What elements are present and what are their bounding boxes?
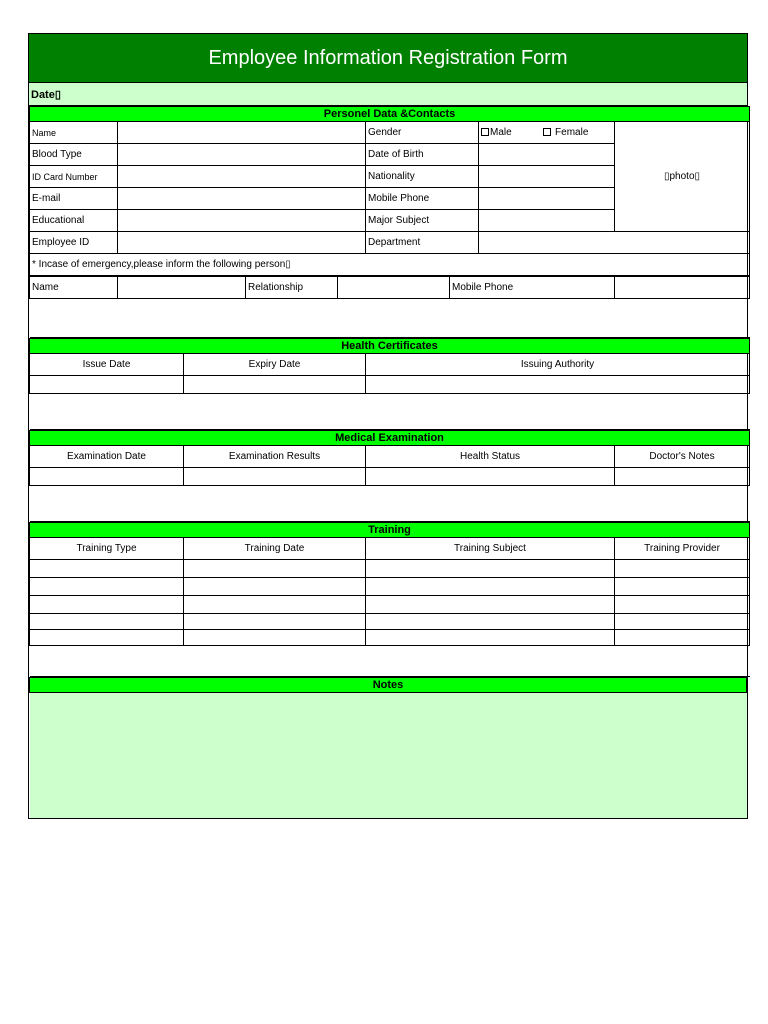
training-cell[interactable]: [30, 560, 184, 578]
em-mobile-input[interactable]: [615, 277, 750, 299]
major-label: Major Subject: [366, 210, 479, 232]
expiry-date-header: Expiry Date: [184, 354, 366, 376]
training-cell[interactable]: [615, 578, 750, 596]
training-provider-header: Training Provider: [615, 538, 750, 560]
em-relationship-input[interactable]: [338, 277, 450, 299]
training-cell[interactable]: [366, 630, 615, 646]
em-name-input[interactable]: [118, 277, 246, 299]
training-cell[interactable]: [184, 560, 366, 578]
em-relationship-label: Relationship: [246, 277, 338, 299]
name-input[interactable]: [118, 122, 366, 144]
medical-section-header: Medical Examination: [30, 431, 750, 446]
exam-date-input[interactable]: [30, 468, 184, 486]
exam-results-header: Examination Results: [184, 446, 366, 468]
id-card-label: ID Card Number: [30, 166, 118, 188]
table-row: [30, 578, 750, 596]
training-cell[interactable]: [366, 596, 615, 614]
issue-date-input[interactable]: [30, 376, 184, 394]
email-input[interactable]: [118, 188, 366, 210]
form-title: Employee Information Registration Form: [29, 34, 747, 82]
photo-label: photo: [669, 171, 695, 182]
training-cell[interactable]: [615, 630, 750, 646]
expiry-date-input[interactable]: [184, 376, 366, 394]
training-section-header: Training: [30, 523, 750, 538]
dob-label: Date of Birth: [366, 144, 479, 166]
training-cell[interactable]: [184, 630, 366, 646]
emergency-note: * Incase of emergency,please inform the following person▯: [30, 254, 750, 276]
table-row: [30, 596, 750, 614]
doctor-notes-header: Doctor's Notes: [615, 446, 750, 468]
medical-table: [29, 430, 750, 522]
spacer: [30, 299, 750, 338]
training-cell[interactable]: [615, 560, 750, 578]
date-field[interactable]: Date▯: [29, 83, 747, 106]
training-cell[interactable]: [615, 614, 750, 630]
spacer: [30, 394, 750, 430]
male-label: Male: [490, 127, 512, 138]
health-table: [29, 338, 750, 430]
date-label: Date: [31, 88, 55, 101]
training-cell[interactable]: [366, 614, 615, 630]
table-row: [30, 630, 750, 646]
personnel-table: [29, 106, 750, 276]
department-label: Department: [366, 232, 479, 254]
department-input[interactable]: [479, 232, 750, 254]
educational-input[interactable]: [118, 210, 366, 232]
health-status-input[interactable]: [366, 468, 615, 486]
notes-section-header: Notes: [30, 678, 747, 693]
training-cell[interactable]: [184, 578, 366, 596]
gender-options: [479, 122, 615, 144]
photo-box[interactable]: ▯photo▯: [615, 122, 750, 232]
nationality-label: Nationality: [366, 166, 479, 188]
emergency-note-text: * Incase of emergency,please inform the following person: [32, 259, 286, 270]
training-cell[interactable]: [366, 578, 615, 596]
blood-type-input[interactable]: [118, 144, 366, 166]
employee-id-input[interactable]: [118, 232, 366, 254]
training-type-header: Training Type: [30, 538, 184, 560]
training-date-header: Training Date: [184, 538, 366, 560]
issue-date-header: Issue Date: [30, 354, 184, 376]
dob-input[interactable]: [479, 144, 615, 166]
authority-input[interactable]: [366, 376, 750, 394]
training-cell[interactable]: [366, 560, 615, 578]
training-cell[interactable]: [30, 578, 184, 596]
training-cell[interactable]: [30, 596, 184, 614]
spacer: [30, 646, 750, 677]
training-subject-header: Training Subject: [366, 538, 615, 560]
email-label: E-mail: [30, 188, 118, 210]
major-input[interactable]: [479, 210, 615, 232]
employee-id-label: Employee ID: [30, 232, 118, 254]
spacer: [30, 486, 750, 522]
table-row: [30, 560, 750, 578]
exam-results-input[interactable]: [184, 468, 366, 486]
training-table: [29, 522, 750, 677]
training-cell[interactable]: [184, 596, 366, 614]
registration-form: [28, 33, 748, 819]
health-status-header: Health Status: [366, 446, 615, 468]
blood-type-label: Blood Type: [30, 144, 118, 166]
authority-header: Issuing Authority: [366, 354, 750, 376]
health-section-header: Health Certificates: [30, 339, 750, 354]
doctor-notes-input[interactable]: [615, 468, 750, 486]
training-cell[interactable]: [30, 630, 184, 646]
date-table: [29, 82, 747, 106]
mobile-label: Mobile Phone: [366, 188, 479, 210]
name-label: Name: [30, 122, 118, 144]
mobile-input[interactable]: [479, 188, 615, 210]
nationality-input[interactable]: [479, 166, 615, 188]
em-name-label: Name: [30, 277, 118, 299]
male-checkbox[interactable]: [481, 128, 489, 136]
training-cell[interactable]: [30, 614, 184, 630]
training-cell[interactable]: [615, 596, 750, 614]
emergency-table: [29, 276, 750, 338]
form-header-table: [29, 34, 747, 82]
female-checkbox[interactable]: [543, 128, 551, 136]
personnel-section-header: Personel Data &Contacts: [30, 107, 750, 122]
educational-label: Educational: [30, 210, 118, 232]
notes-table: [29, 677, 747, 818]
em-mobile-label: Mobile Phone: [450, 277, 615, 299]
exam-date-header: Examination Date: [30, 446, 184, 468]
gender-label: Gender: [366, 122, 479, 144]
training-cell[interactable]: [184, 614, 366, 630]
id-card-input[interactable]: [118, 166, 366, 188]
female-label: Female: [555, 127, 589, 138]
notes-area[interactable]: [30, 693, 747, 818]
table-row: [30, 614, 750, 630]
